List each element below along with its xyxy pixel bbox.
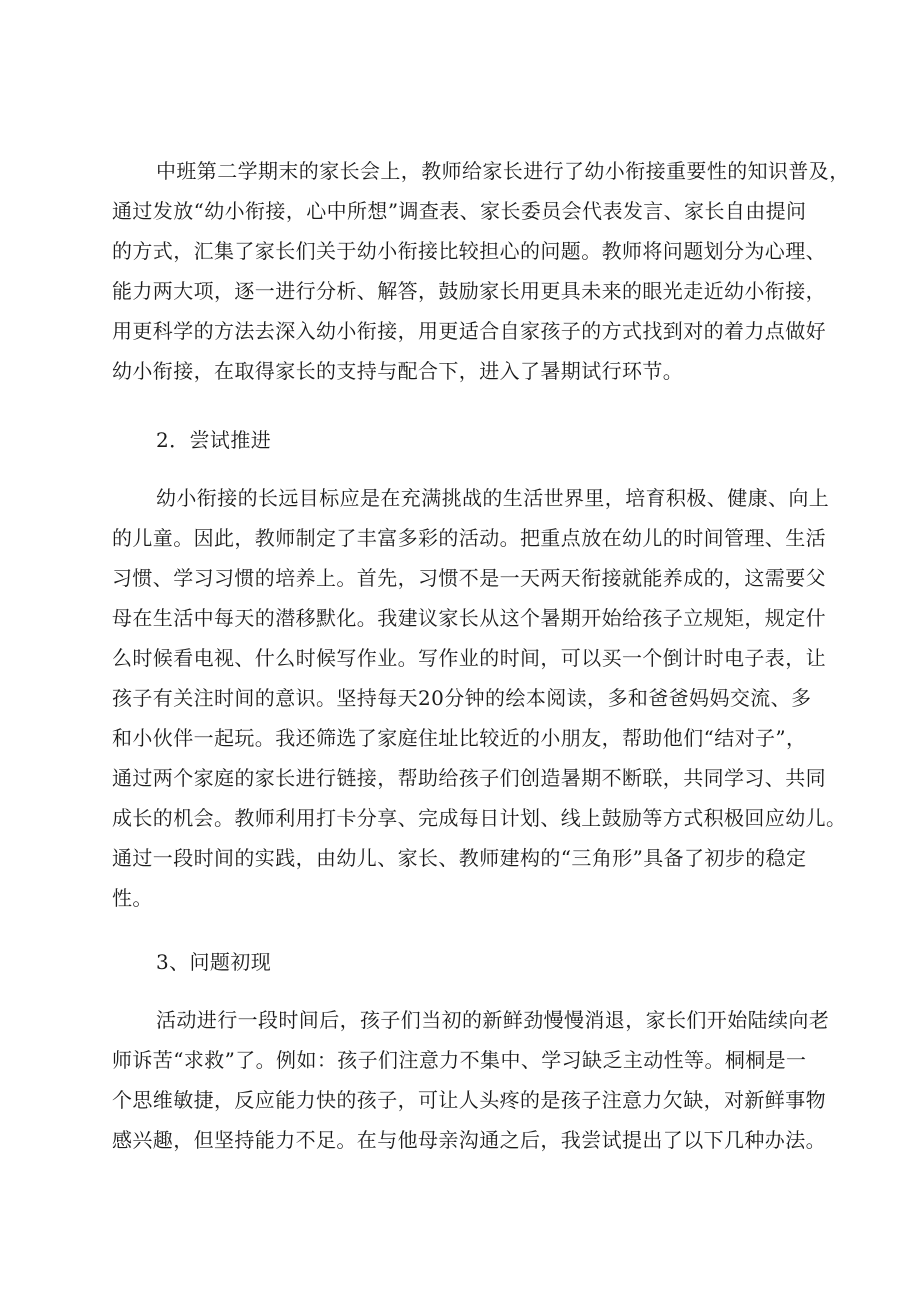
- paragraph-3-line-1: 活动进行一段时间后，孩子们当初的新鲜劲慢慢消退，家长们开始陆续向老: [156, 1008, 830, 1032]
- heading-3-text: 3、问题初现: [156, 950, 272, 974]
- paragraph-3-line-3: 个思维敏捷，反应能力快的孩子，可让人头疼的是孩子注意力欠缺，对新鲜事物: [112, 1088, 826, 1112]
- paragraph-2-line-5: 么时候看电视、什么时候写作业。写作业的时间，可以买一个倒计时电子表，让: [112, 646, 826, 670]
- heading-2-text: 2．尝试推进: [156, 428, 272, 452]
- paragraph-2-line-10: 通过一段时间的实践，由幼儿、家长、教师建构的“三角形”具备了初步的稳定: [112, 846, 807, 870]
- paragraph-2-line-3: 习惯、学习习惯的培养上。首先，习惯不是一天两天衔接就能养成的，这需要父: [112, 566, 826, 590]
- paragraph-2-line-9: 成长的机会。教师利用打卡分享、完成每日计划、线上鼓励等方式积极回应幼儿。: [112, 806, 847, 830]
- paragraph-2-line-6: 孩子有关注时间的意识。坚持每天20分钟的绘本阅读，多和爸爸妈妈交流、多: [112, 686, 812, 710]
- paragraph-1: [112, 151, 850, 391]
- paragraph-2-line-8: 通过两个家庭的家长进行链接，帮助给孩子们创造暑期不断联，共同学习、共同: [112, 766, 826, 790]
- paragraph-1-line-5: 用更科学的方法去深入幼小衔接，用更适合自家孩子的方式找到对的着力点做好: [112, 319, 826, 343]
- paragraph-2: [112, 478, 847, 918]
- paragraph-3: [112, 1000, 830, 1160]
- section-heading-2: [112, 420, 812, 460]
- paragraph-2-line-4: 母在生活中每天的潜移默化。我建议家长从这个暑期开始给孩子立规矩，规定什: [112, 606, 826, 630]
- paragraph-1-line-2: 通过发放“幼小衔接，心中所想”调查表、家长委员会代表发言、家长自由提问: [112, 199, 807, 223]
- paragraph-2-line-7: 和小伙伴一起玩。我还筛选了家庭住址比较近的小朋友，帮助他们“结对子”，: [112, 726, 807, 750]
- paragraph-2-line-11: 性。: [112, 886, 153, 910]
- paragraph-2-line-1: 幼小衔接的长远目标应是在充满挑战的生活世界里，培育积极、健康、向上: [156, 486, 830, 510]
- paragraph-3-line-2: 师诉苦“求救”了。例如：孩子们注意力不集中、学习缺乏主动性等。桐桐是一: [112, 1048, 807, 1072]
- paragraph-1-line-6: 幼小衔接，在取得家长的支持与配合下，进入了暑期试行环节。: [112, 359, 684, 383]
- paragraph-3-line-4: 感兴趣，但坚持能力不足。在与他母亲沟通之后，我尝试提出了以下几种办法。: [112, 1128, 826, 1152]
- paragraph-1-line-3: 的方式，汇集了家长们关于幼小衔接比较担心的问题。教师将问题划分为心理、: [112, 239, 826, 263]
- paragraph-1-line-4: 能力两大项，逐一进行分析、解答，鼓励家长用更具未来的眼光走近幼小衔接，: [112, 279, 826, 303]
- paragraph-1-line-1: 中班第二学期末的家长会上，教师给家长进行了幼小衔接重要性的知识普及，: [156, 159, 850, 183]
- section-heading-3: [112, 942, 812, 982]
- paragraph-2-line-2: 的儿童。因此，教师制定了丰富多彩的活动。把重点放在幼儿的时间管理、生活: [112, 526, 826, 550]
